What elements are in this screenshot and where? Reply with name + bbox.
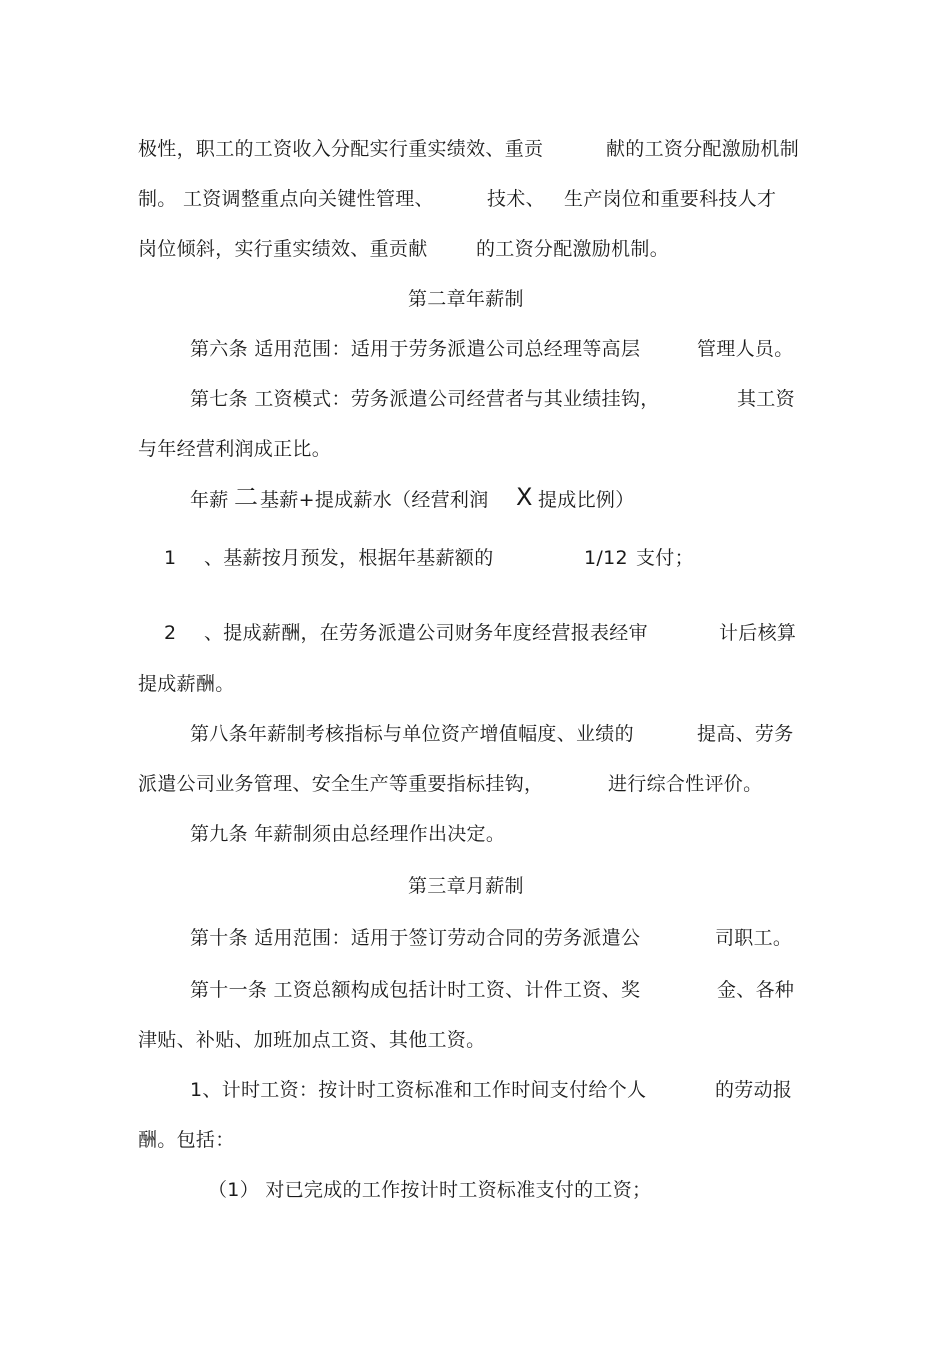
text-line: 第九条 年薪制须由总经理作出决定。 [190, 823, 506, 845]
text-line: 津贴、补贴、加班加点工资、其他工资。 [138, 1029, 486, 1051]
formula-text: 基薪+提成薪水（经营利润 [260, 489, 489, 511]
text-line: 极性，职工的工资收入分配实行重实绩效、重贡 [138, 138, 544, 160]
formula-symbol: X [516, 483, 533, 511]
text-line: 管理人员。 [697, 338, 794, 360]
text-line: 岗位倾斜，实行重实绩效、重贡献 [138, 238, 428, 260]
chapter-heading: 第二章年薪制 [408, 288, 524, 310]
text-line: 生产岗位和重要科技人才 [564, 188, 777, 210]
text-line: 技术、 [487, 188, 545, 210]
text-line: 制。 工资调整重点向关键性管理、 [138, 188, 434, 210]
list-number: 2 [164, 622, 177, 644]
text-line: 酬。包括： [138, 1129, 235, 1151]
text-line: 提成薪酬。 [138, 673, 235, 695]
formula-text: 提成比例） [538, 489, 635, 511]
text-line: 1、计时工资：按计时工资标准和工作时间支付给个人 [190, 1079, 647, 1101]
text-line: 支付； [636, 547, 694, 569]
text-line: 1/12 [584, 547, 628, 569]
text-line: 第六条 适用范围：适用于劳务派遣公司总经理等高层 [190, 338, 641, 360]
text-line: 司职工。 [715, 927, 793, 949]
text-line: 派遣公司业务管理、安全生产等重要指标挂钩， [138, 773, 544, 795]
text-line: 第十条 适用范围：适用于签订劳动合同的劳务派遣公 [190, 927, 641, 949]
text-line: 计后核算 [719, 622, 797, 644]
text-line: 献的工资分配激励机制 [606, 138, 800, 160]
text-line: 的劳动报 [715, 1079, 793, 1101]
text-line: 的工资分配激励机制。 [476, 238, 670, 260]
text-line: （1） 对已完成的工作按计时工资标准支付的工资； [208, 1179, 652, 1201]
text-line: 提高、劳务 [697, 723, 794, 745]
text-line: 第八条年薪制考核指标与单位资产增值幅度、业绩的 [190, 723, 634, 745]
formula-symbol: 二 [234, 483, 259, 511]
text-line: 、基薪按月预发，根据年基薪额的 [204, 547, 494, 569]
text-line: 金、各种 [717, 979, 795, 1001]
list-number: 1 [164, 547, 177, 569]
formula-text: 年薪 [190, 489, 229, 511]
text-line: 其工资 [737, 388, 795, 410]
chapter-heading: 第三章月薪制 [408, 875, 524, 897]
text-line: 第七条 工资模式：劳务派遣公司经营者与其业绩挂钩， [190, 388, 660, 410]
text-line: 第十一条 工资总额构成包括计时工资、计件工资、奖 [190, 979, 641, 1001]
text-line: 、提成薪酬，在劳务派遣公司财务年度经营报表经审 [204, 622, 648, 644]
text-line: 与年经营利润成正比。 [138, 438, 332, 460]
text-line: 进行综合性评价。 [608, 773, 763, 795]
